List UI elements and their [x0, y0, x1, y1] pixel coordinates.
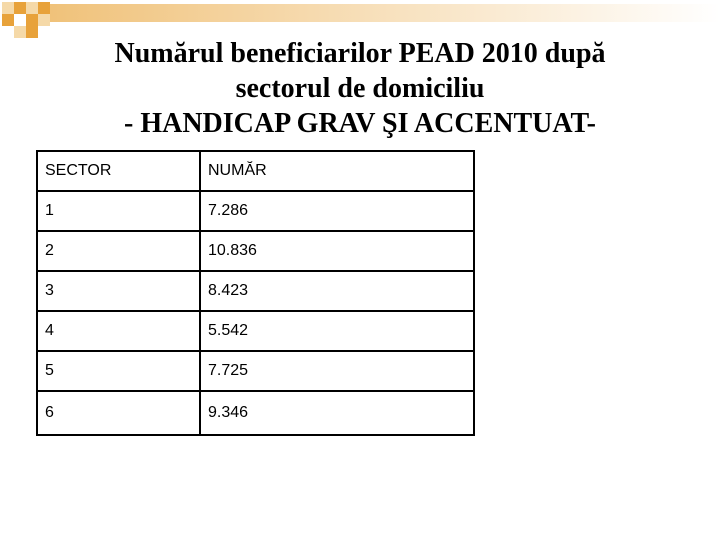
cell-number: 7.725: [200, 351, 474, 391]
cell-number: 9.346: [200, 391, 474, 435]
table-row: [37, 271, 474, 311]
cell-sector: 2: [37, 231, 200, 271]
title-line-1: Numărul beneficiarilor PEAD 2010 după: [114, 38, 606, 69]
table-header-row: [37, 151, 474, 191]
table-row: [37, 191, 474, 231]
table-row: [37, 351, 474, 391]
table-row: [37, 311, 474, 351]
beneficiaries-table: [36, 150, 475, 436]
title-line-3: - HANDICAP GRAV ŞI ACCENTUAT-: [124, 108, 596, 139]
cell-sector: 4: [37, 311, 200, 351]
header-sector: SECTOR: [37, 151, 200, 191]
cell-number: 10.836: [200, 231, 474, 271]
title-line-2: sectorul de domiciliu: [235, 73, 485, 104]
cell-number: 8.423: [200, 271, 474, 311]
cell-sector: 5: [37, 351, 200, 391]
table-row: [37, 391, 474, 435]
cell-sector: 1: [37, 191, 200, 231]
table-row: [37, 231, 474, 271]
cell-number: 7.286: [200, 191, 474, 231]
header-number: NUMĂR: [200, 151, 474, 191]
cell-sector: 3: [37, 271, 200, 311]
cell-sector: 6: [37, 391, 200, 435]
decorative-header-pattern: [0, 0, 720, 40]
slide-title: [0, 36, 720, 141]
cell-number: 5.542: [200, 311, 474, 351]
